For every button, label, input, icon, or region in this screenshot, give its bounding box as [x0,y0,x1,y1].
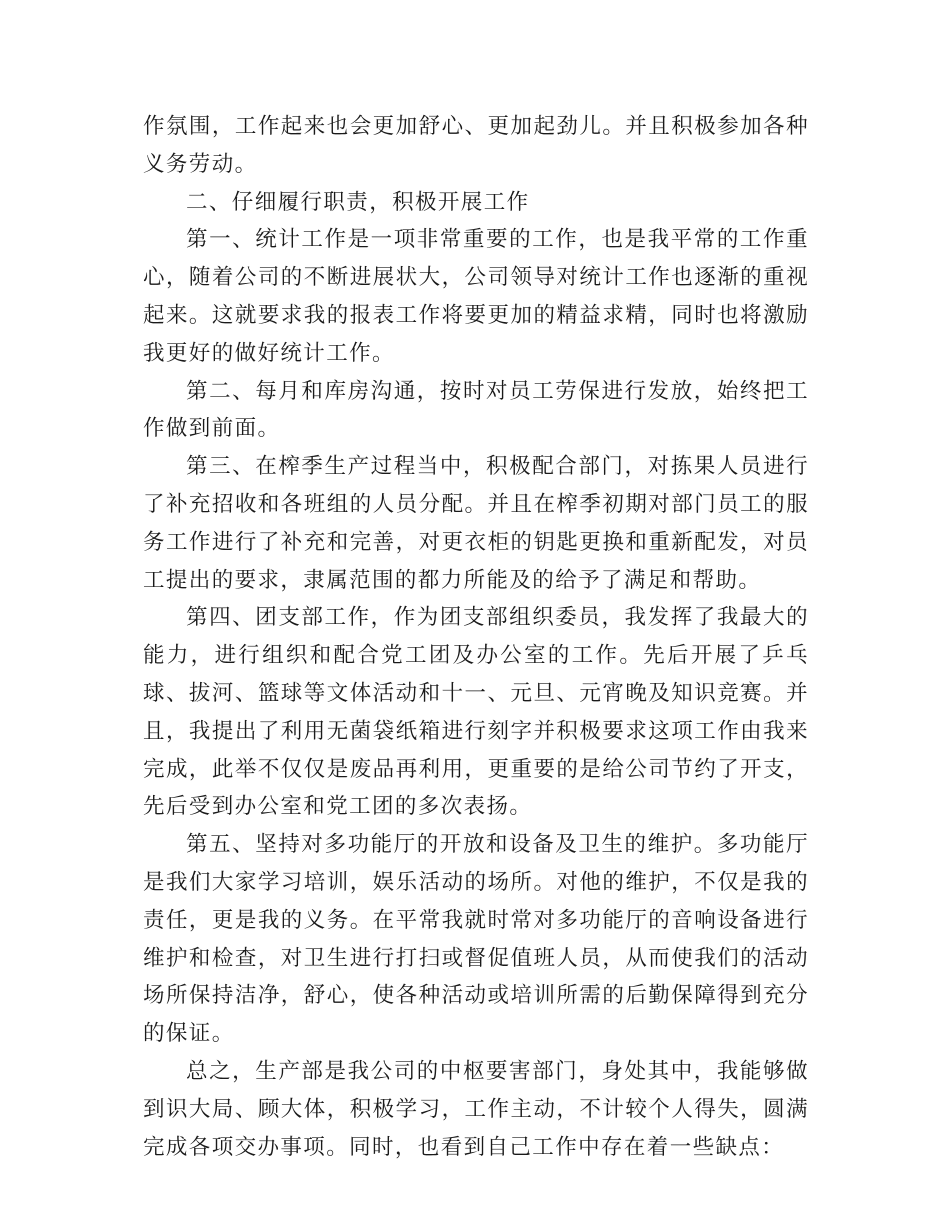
document-body [143,108,809,1166]
paragraph-fourth-item: 第四、团支部工作，作为团支部组织委员，我发挥了我最大的能力，进行组织和配合党工团及办公室的工作。先后开展了乒乓球、拔河、篮球等文体活动和十一、元旦、元宵晚及知识竞赛。并且，我提出了利用无菌袋纸箱进行刻字并积极要求这项工作由我来完成，此举不仅仅是废品再利用，更重要的是给公司节约了开支，先后受到办公室和党工团的多次表扬。 [143,605,809,820]
paragraph-summary: 总之，生产部是我公司的中枢要害部门，身处其中，我能够做到识大局、顾大体，积极学习，工作主动，不计较个人得失，圆满完成各项交办事项。同时，也看到自己工作中存在着一些缺点： [143,1058,809,1160]
paragraph-second-item: 第二、每月和库房沟通，按时对员工劳保进行发放，始终把工作做到前面。 [143,378,809,442]
paragraph-first-item: 第一、统计工作是一项非常重要的工作，也是我平常的工作重心，随着公司的不断进展状大，公司领导对统计工作也逐渐的重视起来。这就要求我的报表工作将要更加的精益求精，同时也将激励我更好的做好统计工作。 [143,227,809,366]
section-heading: 二、仔细履行职责，积极开展工作 [186,189,530,215]
paragraph-fifth-item: 第五、坚持对多功能厅的开放和设备及卫生的维护。多功能厅是我们大家学习培训，娱乐活动的场所。对他的维护，不仅是我的责任，更是我的义务。在平常我就时常对多功能厅的音响设备进行维护和检查，对卫生进行打扫或督促值班人员，从而使我们的活动场所保持洁净，舒心，使各种活动或培训所需的后勤保障得到充分的保证。 [143,832,809,1047]
paragraph-continuation: 作氛围，工作起来也会更加舒心、更加起劲儿。并且积极参加各种义务劳动。 [143,114,809,177]
paragraph-third-item: 第三、在榨季生产过程当中，积极配合部门，对拣果人员进行了补充招收和各班组的人员分配。并且在榨季初期对部门员工的服务工作进行了补充和完善，对更衣柜的钥匙更换和重新配发，对员工提出的要求，隶属范围的都力所能及的给予了满足和帮助。 [143,454,809,593]
